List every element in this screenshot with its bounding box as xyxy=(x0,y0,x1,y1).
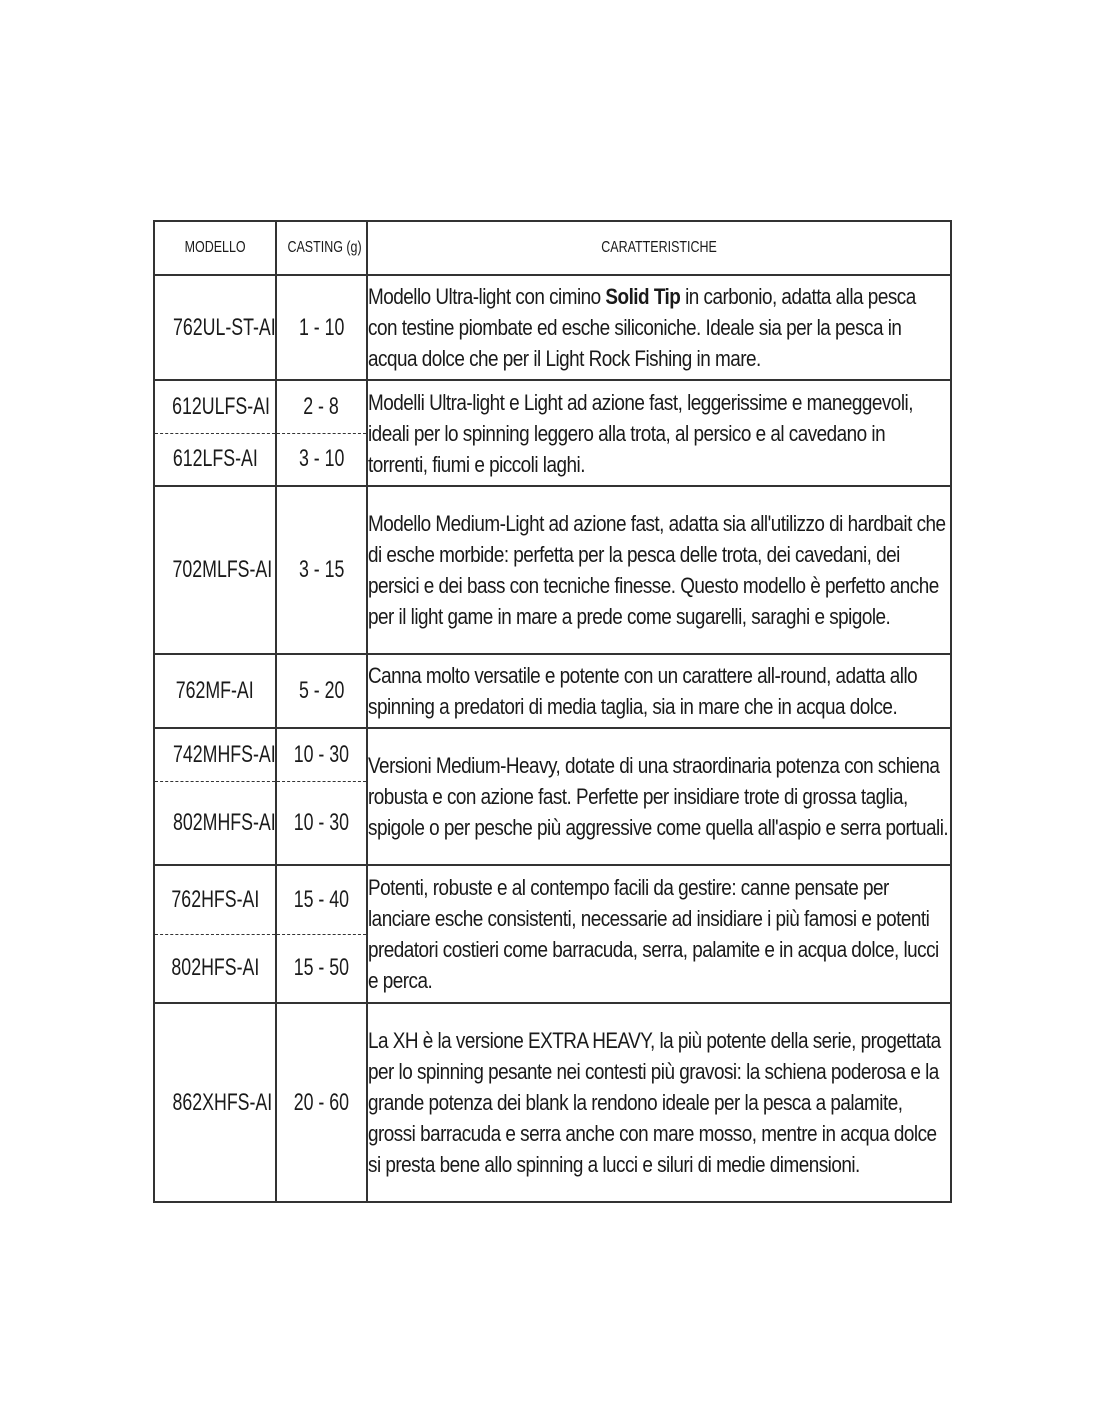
header-casting: CASTING (g) xyxy=(276,221,367,275)
model-cell: 802HFS-AI xyxy=(154,934,276,1003)
description-cell: Modello Medium-Light ad azione fast, adatta sia all'utilizzo di hardbait che di esche morbide: perfetta per la pesca delle trota, dei cavedani, dei persici e dei bass con tecniche finesse. Questo modello è perfetto anche per il light game in mare a prede come sugarelli, saraghi e spigole. xyxy=(367,486,951,654)
casting-cell: 10 - 30 xyxy=(276,728,367,781)
model-cell: 762UL-ST-AI xyxy=(154,275,276,380)
table-row xyxy=(154,865,951,934)
table-row xyxy=(154,486,951,654)
table-row xyxy=(154,654,951,728)
casting-cell: 5 - 20 xyxy=(276,654,367,728)
casting-cell: 20 - 60 xyxy=(276,1003,367,1202)
model-cell: 762MF-AI xyxy=(154,654,276,728)
spec-sheet xyxy=(153,220,950,1203)
description-cell: La XH è la versione EXTRA HEAVY, la più potente della serie, progettata per lo spinning pesante nei contesti più gravosi: la schiena poderosa e la grande potenza dei blank la rendono ideale per la pesca a palamite, grossi barracuda e serra anche con mare mosso, mentre in acqua dolce si presta bene allo spinning a lucci e siluri di medie dimensioni. xyxy=(367,1003,951,1202)
model-cell: 702MLFS-AI xyxy=(154,486,276,654)
table-header-row xyxy=(154,221,951,275)
table-row xyxy=(154,728,951,781)
description-cell: Versioni Medium-Heavy, dotate di una straordinaria potenza con schiena robusta e con azione fast. Perfette per insidiare trote di grossa taglia, spigole o per pesche più aggressive come quella all'aspio e serra portuali. xyxy=(367,728,951,865)
model-cell: 802MHFS-AI xyxy=(154,781,276,865)
casting-cell: 1 - 10 xyxy=(276,275,367,380)
description-cell: Potenti, robuste e al contempo facili da gestire: canne pensate per lanciare esche consistenti, necessarie ad insidiare i più famosi e potenti predatori costieri come barracuda, serra, palamite e in acqua dolce, lucci e perca. xyxy=(367,865,951,1003)
casting-cell: 3 - 15 xyxy=(276,486,367,654)
table-row xyxy=(154,1003,951,1202)
header-features: CARATTERISTICHE xyxy=(367,221,951,275)
model-cell: 862XHFS-AI xyxy=(154,1003,276,1202)
rod-models-table xyxy=(153,220,952,1203)
casting-cell: 15 - 50 xyxy=(276,934,367,1003)
casting-cell: 3 - 10 xyxy=(276,433,367,486)
casting-cell: 10 - 30 xyxy=(276,781,367,865)
table-row xyxy=(154,275,951,380)
table-row xyxy=(154,380,951,433)
header-model: MODELLO xyxy=(154,221,276,275)
model-cell: 762HFS-AI xyxy=(154,865,276,934)
model-cell: 742MHFS-AI xyxy=(154,728,276,781)
description-cell: Modello Ultra-light con cimino Solid Tip in carbonio, adatta alla pesca con testine piombate ed esche siliconiche. Ideale sia per la pesca in acqua dolce che per il Light Rock Fishing in mare. xyxy=(367,275,951,380)
model-cell: 612ULFS-AI xyxy=(154,380,276,433)
description-cell: Canna molto versatile e potente con un carattere all-round, adatta allo spinning a predatori di media taglia, sia in mare che in acqua dolce. xyxy=(367,654,951,728)
model-cell: 612LFS-AI xyxy=(154,433,276,486)
casting-cell: 15 - 40 xyxy=(276,865,367,934)
solid-tip-bold: Solid Tip xyxy=(605,284,681,309)
description-cell: Modelli Ultra-light e Light ad azione fast, leggerissime e maneggevoli, ideali per lo spinning leggero alla trota, al persico e al cavedano in torrenti, fiumi e piccoli laghi. xyxy=(367,380,951,486)
casting-cell: 2 - 8 xyxy=(276,380,367,433)
